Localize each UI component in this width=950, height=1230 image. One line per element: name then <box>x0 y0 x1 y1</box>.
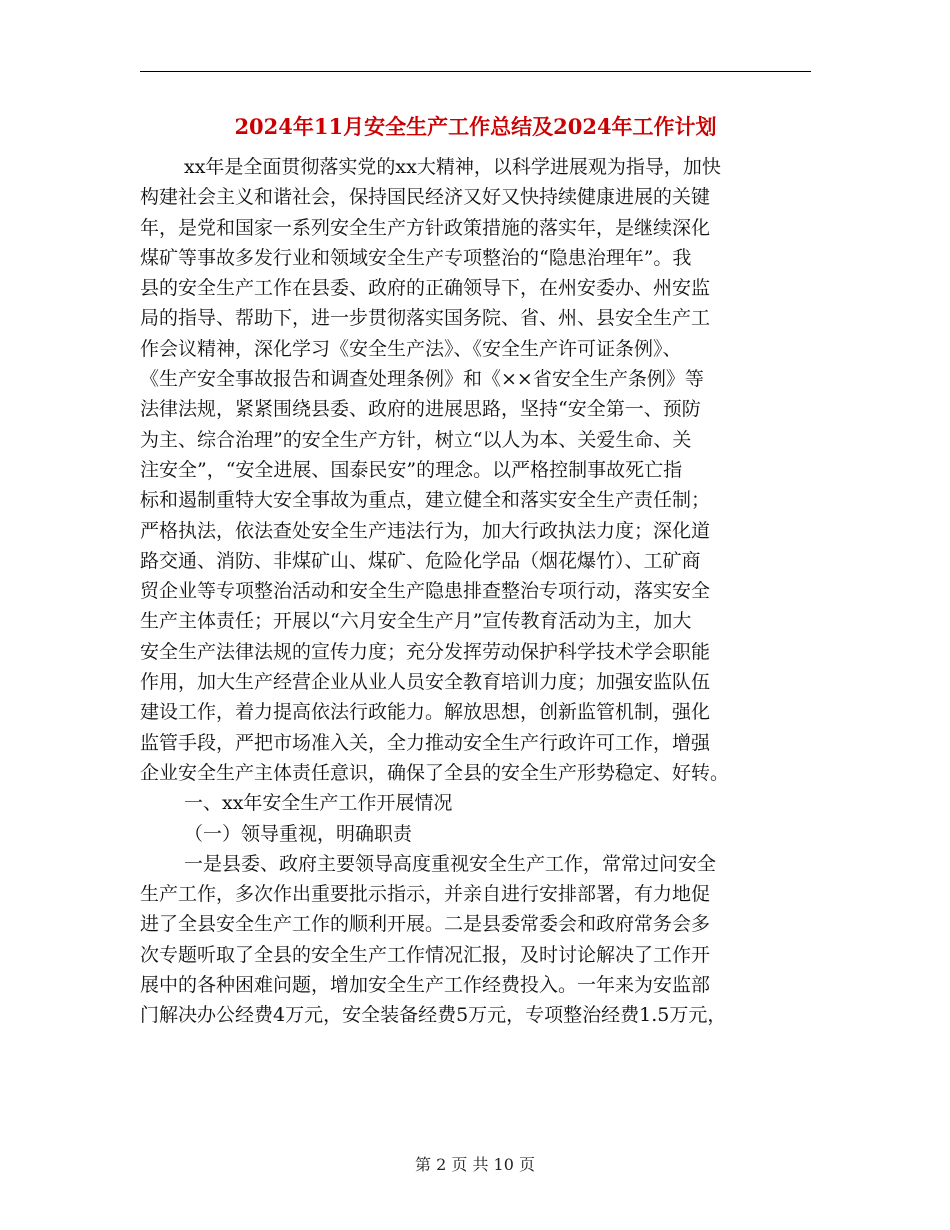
header-rule <box>140 71 811 72</box>
text-line: 进了全县安全生产工作的顺利开展。二是县委常委会和政府常务会多 <box>140 913 711 936</box>
text-line: 生产工作，多次作出重要批示指示，并亲自进行安排部署，有力地促 <box>140 883 711 906</box>
text-line: 标和遏制重特大安全事故为重点，建立健全和落实安全生产责任制； <box>140 489 711 512</box>
page-number-footer: 第 2 页 共 10 页 <box>415 1155 535 1174</box>
text-line: xx年是全面贯彻落实党的xx大精神，以科学进展观为指导，加快 <box>184 156 721 178</box>
text-line: 局的指导、帮助下，进一步贯彻落实国务院、省、州、县安全生产工 <box>140 307 711 330</box>
text-line: 严格执法，依法查处安全生产违法行为，加大行政执法力度；深化道 <box>140 519 711 542</box>
text-line: 煤矿等事故多发行业和领域安全生产专项整治的“隐患治理年”。我 <box>140 246 692 269</box>
text-line: 路交通、消防、非煤矿山、煤矿、危险化学品（烟花爆竹）、工矿商 <box>140 549 701 572</box>
text-line: 次专题听取了全县的安全生产工作情况汇报，及时讨论解决了工作开 <box>140 943 711 966</box>
text-line: 为主、综合治理”的安全生产方针，树立“以人为本、关爱生命、关 <box>140 428 692 451</box>
text-line: 作会议精神，深化学习《安全生产法》、《安全生产许可证条例》、 <box>140 337 682 360</box>
text-line: 一是县委、政府主要领导高度重视安全生产工作，常常过问安全 <box>184 852 717 875</box>
section-heading <box>140 788 820 818</box>
text-line: （一）领导重视，明确职责 <box>184 822 413 845</box>
text-line: 生产主体责任；开展以“六月安全生产月”宣传教育活动为主，加大 <box>140 610 692 633</box>
subsection-heading <box>140 819 820 849</box>
text-line: 建设工作，着力提高依法行政能力。解放思想，创新监管机制，强化 <box>140 701 711 724</box>
text-line: 构建社会主义和谐社会，保持国民经济又好又快持续健康进展的关键 <box>140 186 711 209</box>
paragraph-intro <box>140 152 820 788</box>
text-line: 《生产安全事故报告和调查处理条例》和《××省安全生产条例》等 <box>140 368 704 391</box>
text-line: 贸企业等专项整治活动和安全生产隐患排查整治专项行动，落实安全 <box>140 580 711 603</box>
text-line: 门解决办公经费4万元，安全装备经费5万元，专项整治经费1.5万元， <box>140 1004 727 1027</box>
paragraph-leadership <box>140 849 820 1031</box>
text-line: 一、xx年安全生产工作开展情况 <box>184 792 453 815</box>
text-line: 安全生产法律法规的宣传力度；充分发挥劳动保护科学技术学会职能 <box>140 640 711 663</box>
text-line: 展中的各种困难问题，增加安全生产工作经费投入。一年来为安监部 <box>140 974 711 997</box>
text-line: 作用，加大生产经营企业从业人员安全教育培训力度；加强安监队伍 <box>140 671 711 694</box>
text-line: 企业安全生产主体责任意识，确保了全县的安全生产形势稳定、好转。 <box>140 761 730 784</box>
text-line: 年，是党和国家一系列安全生产方针政策措施的落实年，是继续深化 <box>140 216 711 239</box>
text-line: 监管手段，严把市场准入关，全力推动安全生产行政许可工作，增强 <box>140 731 711 754</box>
text-line: 法律法规，紧紧围绕县委、政府的进展思路，坚持“安全第一、预防 <box>140 398 701 421</box>
text-line: 注安全”，“安全进展、国泰民安”的理念。以严格控制事故死亡指 <box>140 458 683 481</box>
text-line: 县的安全生产工作在县委、政府的正确领导下，在州安委办、州安监 <box>140 277 711 300</box>
document-body <box>140 152 820 1031</box>
document-title: 2024年11月安全生产工作总结及2024年工作计划 <box>234 114 717 139</box>
